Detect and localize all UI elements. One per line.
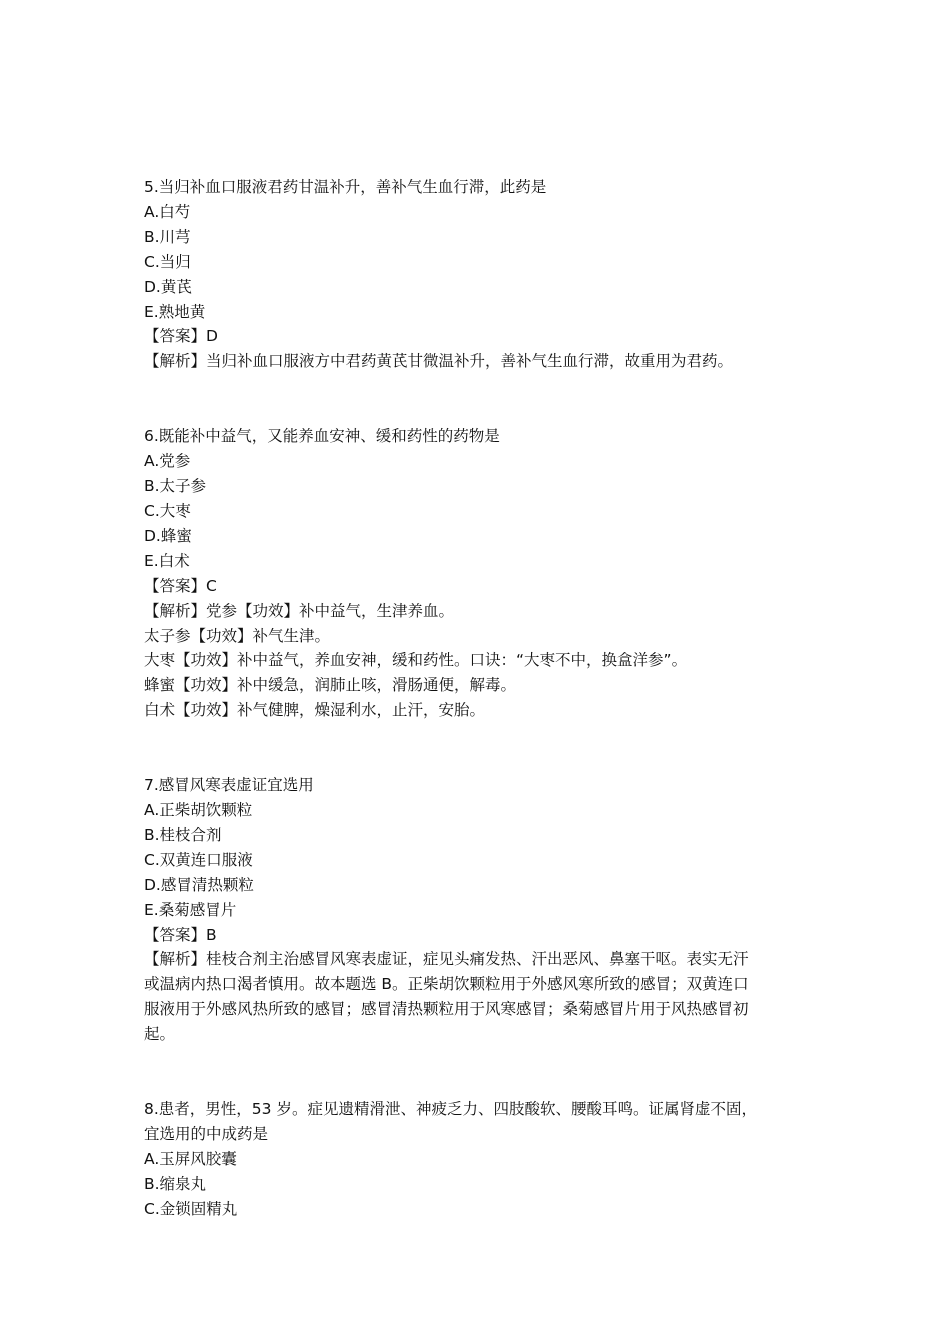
option-c: C.金锁固精丸 xyxy=(144,1199,238,1218)
option-c: C.双黄连口服液 xyxy=(144,850,253,869)
option-b: B.太子参 xyxy=(144,477,207,496)
option-b: B.桂枝合剂 xyxy=(144,825,222,844)
option-e: E.熟地黄 xyxy=(144,302,206,321)
question-stem-line: 宜选用的中成药是 xyxy=(144,1125,269,1143)
option-e: E.白术 xyxy=(144,551,190,570)
question-6 xyxy=(144,424,816,723)
question-stem: 5.当归补血口服液君药甘温补升，善补气生血行滞，此药是 xyxy=(144,178,547,196)
analysis: 【解析】当归补血口服液方中君药黄芪甘微温补升，善补气生血行滞，故重用为君药。 xyxy=(144,352,734,371)
analysis-line: 服液用于外感风热所致的感冒；感冒清热颗粒用于风寒感冒；桑菊感冒片用于风热感冒初 xyxy=(144,1000,749,1019)
document-content xyxy=(144,175,816,1222)
option-e: E.桑菊感冒片 xyxy=(144,900,237,919)
option-d: D.蜂蜜 xyxy=(144,526,192,545)
question-stem: 6.既能补中益气，又能养血安神、缓和药性的药物是 xyxy=(144,427,500,446)
option-a: A.正柴胡饮颗粒 xyxy=(144,801,253,820)
option-b: B.缩泉丸 xyxy=(144,1174,207,1193)
question-8 xyxy=(144,1097,816,1222)
spacer xyxy=(144,723,816,773)
option-a: A.玉屏风胶囊 xyxy=(144,1149,237,1168)
analysis-line: 太子参【功效】补气生津。 xyxy=(144,626,331,645)
answer: 【答案】B xyxy=(144,925,217,944)
answer: 【答案】C xyxy=(144,576,217,595)
question-stem-line: 8.患者，男性，53 岁。症见遗精滑泄、神疲乏力、四肢酸软、腰酸耳鸣。证属肾虚不固， xyxy=(144,1100,757,1119)
analysis-line: 【解析】党参【功效】补中益气，生津养血。 xyxy=(144,601,455,620)
option-a: A.白芍 xyxy=(144,202,191,221)
analysis-line: 大枣【功效】补中益气，养血安神，缓和药性。口诀：“大枣不中，换盒洋参”。 xyxy=(144,651,688,670)
option-b: B.川芎 xyxy=(144,227,191,246)
analysis-line: 或温病内热口渴者慎用。故本题选 B。正柴胡饮颗粒用于外感风寒所致的感冒；双黄连口 xyxy=(144,975,749,994)
analysis-line: 起。 xyxy=(144,1025,176,1044)
spacer xyxy=(144,374,816,424)
answer: 【答案】D xyxy=(144,327,218,346)
option-a: A.党参 xyxy=(144,452,191,471)
spacer xyxy=(144,1047,816,1097)
analysis-line: 蜂蜜【功效】补中缓急，润肺止咳，滑肠通便，解毒。 xyxy=(144,676,517,695)
analysis-line: 【解析】桂枝合剂主治感冒风寒表虚证，症见头痛发热、汗出恶风、鼻塞干呕。表实无汗 xyxy=(144,950,749,969)
analysis-line: 白术【功效】补气健脾，燥湿利水，止汗，安胎。 xyxy=(144,701,486,720)
option-d: D.黄芪 xyxy=(144,277,192,296)
option-c: C.当归 xyxy=(144,252,191,271)
question-7 xyxy=(144,773,816,1047)
question-stem: 7.感冒风寒表虚证宜选用 xyxy=(144,776,314,795)
option-c: C.大枣 xyxy=(144,501,191,520)
option-d: D.感冒清热颗粒 xyxy=(144,875,254,894)
question-5 xyxy=(144,175,816,374)
